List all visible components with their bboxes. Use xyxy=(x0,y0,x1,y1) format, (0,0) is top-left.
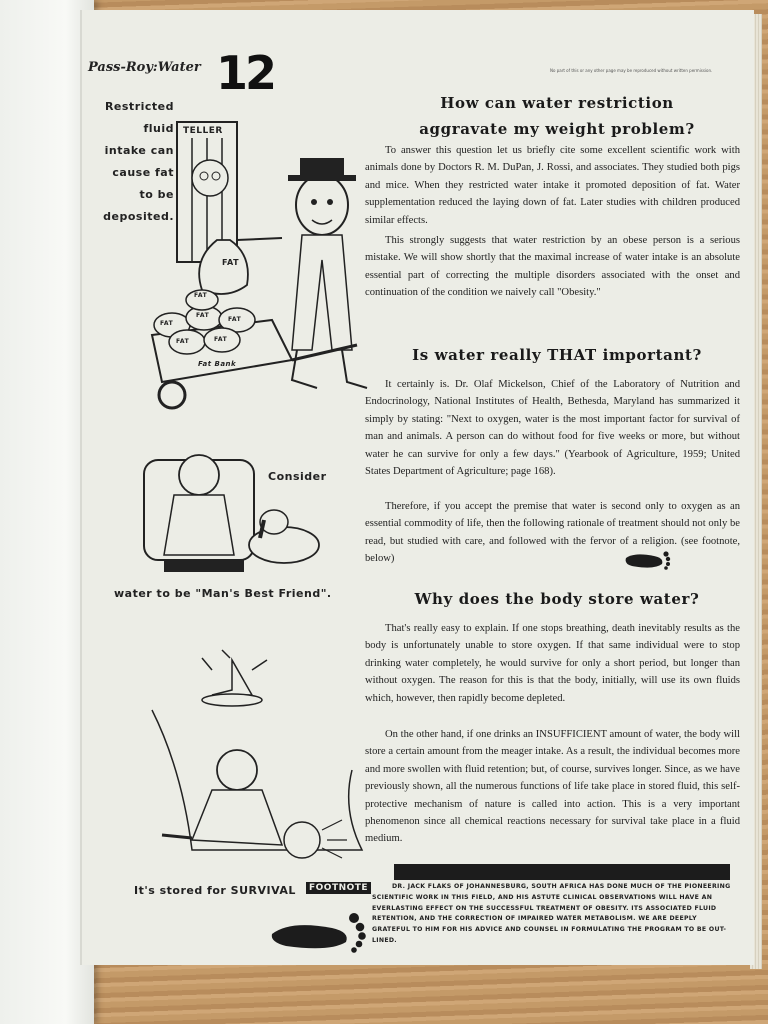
man-head xyxy=(217,750,257,790)
consider-label: Consider xyxy=(268,470,327,483)
footprint-icon xyxy=(624,548,672,572)
survival-caption: It's stored for SURVIVAL xyxy=(134,884,296,897)
heading-water-restriction xyxy=(382,90,732,142)
copyright-notice: No part of this or any other page may be reproduced without written permission. xyxy=(550,68,713,73)
heading-body-store-water: Why does the body store water? xyxy=(414,590,700,608)
wheel-icon xyxy=(159,382,185,408)
wheelbarrow-label: Fat Bank xyxy=(198,360,237,368)
small-bag-label: FAT xyxy=(196,312,210,319)
caption-line: to be xyxy=(139,188,174,201)
hat-icon xyxy=(212,660,252,695)
logo-text: Pass-Roy:Water xyxy=(88,60,201,75)
canteen-icon xyxy=(284,822,320,858)
fat-bank-illustration xyxy=(142,120,362,420)
heading-line: aggravate my weight problem? xyxy=(419,120,695,138)
best-friend-caption: water to be "Man's Best Friend". xyxy=(114,587,332,600)
small-bag-label: FAT xyxy=(228,316,242,323)
footnote-text: DR. JACK FLAKS OF JOHANNESBURG, SOUTH AFRICA HAS DONE MUCH OF THE PIONEERING SCIENTIFIC WORK IN THIS FIELD, AND HIS ASTUTE CLINICAL OBSERVATIONS WILL HAVE AN EVERLASTING EFFECT ON THE SUCCESSFUL TREATMENT OF OBESITY. ITS ASSOCIATED FLUID RETENTION, AND THE CORRECTION OF IMPAIRED WATER METABOLISM. WE ARE DEEPLY GRATEFUL TO HIM FOR HIS ADVICE AND COUNSEL IN FORMULATING THE PROGRAM TO BE OUT-LINED. xyxy=(372,883,731,944)
book-page xyxy=(80,10,754,965)
small-bag-label: FAT xyxy=(160,320,174,327)
caption-line: Restricted fluid xyxy=(104,100,174,135)
caption-line: cause fat xyxy=(112,166,174,179)
paragraph: On the other hand, if one drinks an INSUFFICIENT amount of water, the body will store a certain amount from the meager intake. As a result, the individual becomes more and more swollen with fluid retention; but, of course, survives longer. Since, as we have previously shown, all the numerous functions of life take place in stored fluid, this self-protective mechanism of nature is called into action. This is a very important phenomenon since all chemical reactions necessary for survival take place in a fluid medium. xyxy=(365,729,740,845)
man-head xyxy=(296,175,348,235)
caption-line: intake can xyxy=(104,144,174,157)
caption-line: deposited. xyxy=(103,210,174,223)
teller-face xyxy=(192,160,228,196)
small-bag-label: FAT xyxy=(176,338,190,345)
desert-survival-illustration xyxy=(142,650,362,870)
footnote-bar xyxy=(394,864,730,880)
small-bag-label: FAT xyxy=(214,336,228,343)
small-bag-label: FAT xyxy=(194,292,208,299)
heading-line: How can water restriction xyxy=(440,94,674,112)
pistol-icon xyxy=(162,835,192,838)
paragraph: It certainly is. Dr. Olaf Mickelson, Chief of the Laboratory of Nutrition and Endocrinology, National Institutes of Health, Bethesda, Maryland has summarized it simply by stating: "Next to oxygen, water is the most important factor for survival of man and animals. A person can do without food for five weeks or more, but without water he can survive for only a few days." (Yearbook of Agriculture, 1959; United States Department of Agriculture; page 168). xyxy=(365,379,740,478)
man-body xyxy=(292,235,352,350)
large-footprint-icon xyxy=(270,908,370,954)
fat-bag-label: FAT xyxy=(222,258,240,267)
heading-water-important: Is water really THAT important? xyxy=(412,346,702,364)
footnote-label: FOOTNOTE xyxy=(306,882,371,894)
armchair-illustration xyxy=(134,440,324,580)
teller-sign: TELLER xyxy=(180,126,226,136)
page-number: 12 xyxy=(216,46,275,100)
paragraph: Therefore, if you accept the premise that water is second only to oxygen as an essential commodity of life, then the following rationale of treatment should not only be read, but studied with care, and followed with the fervor of a religion. (see footnote, below) xyxy=(365,501,740,565)
paragraph: To answer this question let us briefly cite some excellent scientific work with animals done by Doctors R. M. DuPan, J. Rossi, and associates. They studied both pigs and mice. When they restricted water intake it promoted deposition of fat. Water supplementation reduced the laying down of fat. Later studies with children produced similar effects. xyxy=(365,145,740,226)
man-head xyxy=(179,455,219,495)
paragraph: This strongly suggests that water restriction by an obese person is a serious mistake. We will show shortly that the maximal increase of water intake is an absolute essential part of correcting the multiple disorders associated with the onset and continuation of the condition we naively call "Obesity." xyxy=(365,235,740,299)
paragraph: That's really easy to explain. If one stops breathing, death inevitably results as the body is unfortunately unable to store oxygen. If that same individual were to stop drinking water completely, he would survive for only a short period, but longer than without oxygen. The reason for this is that the body, initially, will use its own fluids which, however, then rapidly become depleted. xyxy=(365,623,740,704)
